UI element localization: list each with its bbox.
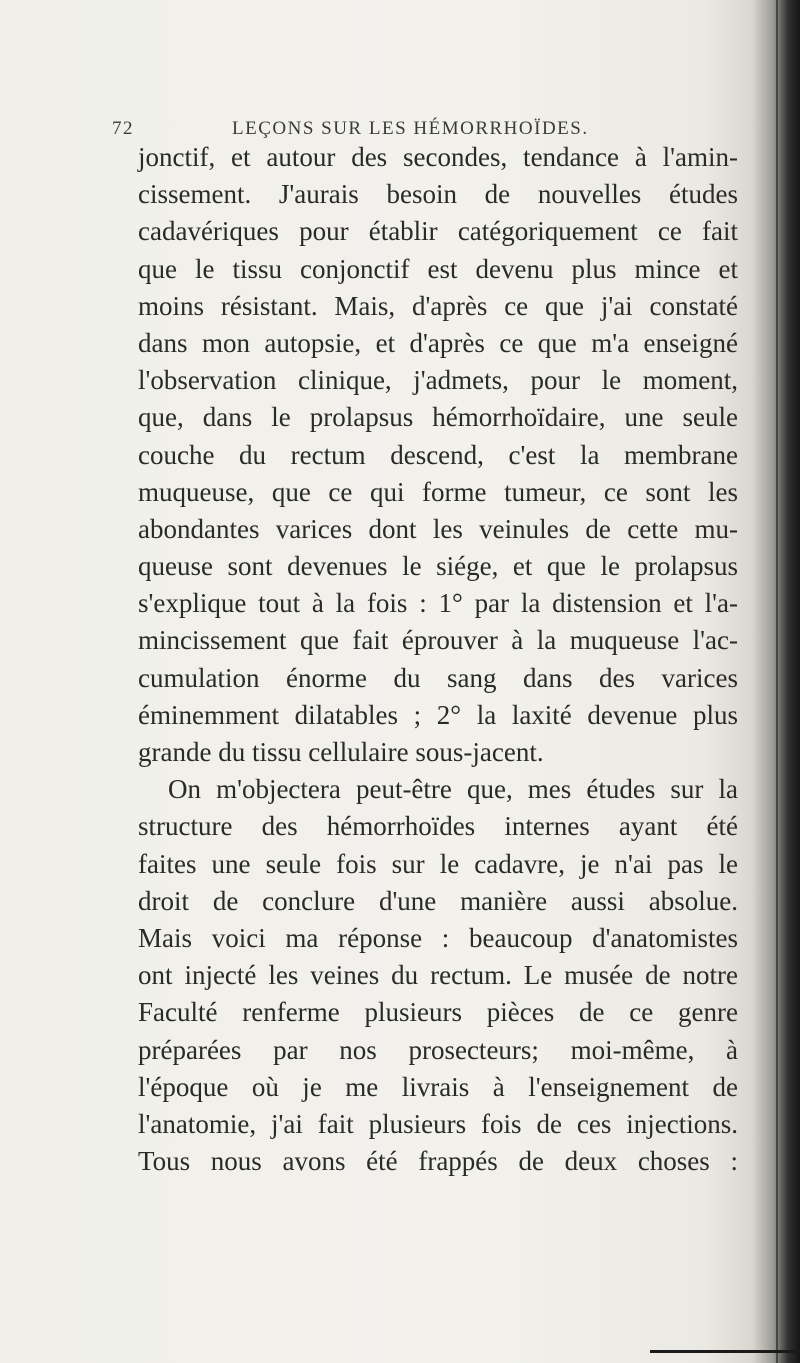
- text-line: l'époque où je me livrais à l'enseignement de: [138, 1071, 738, 1102]
- text-line: l'observation clinique, j'admets, pour le moment,: [138, 365, 738, 396]
- text-line: jonctif, et autour des secondes, tendance à l'amin-: [138, 142, 738, 172]
- text-line: s'explique tout à la fois : 1° par la distension et l'a-: [138, 588, 738, 619]
- text-line: préparées par nos prosecteurs; moi-même, à: [138, 1034, 738, 1065]
- text-line: que le tissu conjonctif est devenu plus mince et: [138, 253, 738, 284]
- text-line: cissement. J'aurais besoin de nouvelles études: [138, 179, 738, 210]
- text-line: structure des hémorrhoïdes internes ayant été: [138, 811, 738, 842]
- text-line: abondantes varices dont les veinules de cette mu-: [138, 513, 738, 544]
- text-line: couche du rectum descend, c'est la membrane: [138, 439, 738, 470]
- text-line: Tous nous avons été frappés de deux choses :: [138, 1146, 738, 1177]
- text-line: l'anatomie, j'ai fait plusieurs fois de ces injections.: [138, 1108, 738, 1139]
- text-line: ont injecté les veines du rectum. Le musée de notre: [138, 960, 738, 991]
- text-line: que, dans le prolapsus hémorrhoïdaire, une seule: [138, 402, 738, 433]
- page-number: 72: [112, 118, 134, 139]
- text-line: grande du tissu cellulaire sous-jacent.: [138, 737, 544, 767]
- running-title: LEÇONS SUR LES HÉMORRHOÏDES.: [232, 118, 589, 139]
- text-line: faites une seule fois sur le cadavre, je n'ai pas le: [138, 848, 738, 879]
- page-edge-line: [776, 0, 778, 1363]
- text-line: Mais voici ma réponse : beaucoup d'anatomistes: [138, 922, 738, 953]
- text-line: muqueuse, que ce qui forme tumeur, ce sont les: [138, 476, 738, 507]
- text-line: mincissement que fait éprouver à la muqueuse l'ac-: [138, 625, 738, 656]
- text-line: dans mon autopsie, et d'après ce que m'a enseigné: [138, 327, 738, 358]
- text-line: Faculté renferme plusieurs pièces de ce genre: [138, 997, 738, 1028]
- text-line: droit de conclure d'une manière aussi absolue.: [138, 885, 738, 916]
- bottom-edge-rule: [650, 1350, 800, 1353]
- text-line: cadavériques pour établir catégoriquement ce fait: [138, 216, 738, 247]
- text-line: On m'objectera peut-être que, mes études sur la: [168, 774, 738, 805]
- body-text: [138, 139, 738, 1180]
- text-line: éminemment dilatables ; 2° la laxité devenue plus: [138, 699, 738, 730]
- text-line: moins résistant. Mais, d'après ce que j'ai constaté: [138, 290, 738, 321]
- text-line: cumulation énorme du sang dans des varices: [138, 662, 738, 693]
- text-line: queuse sont devenues le siége, et que le prolapsus: [138, 551, 738, 582]
